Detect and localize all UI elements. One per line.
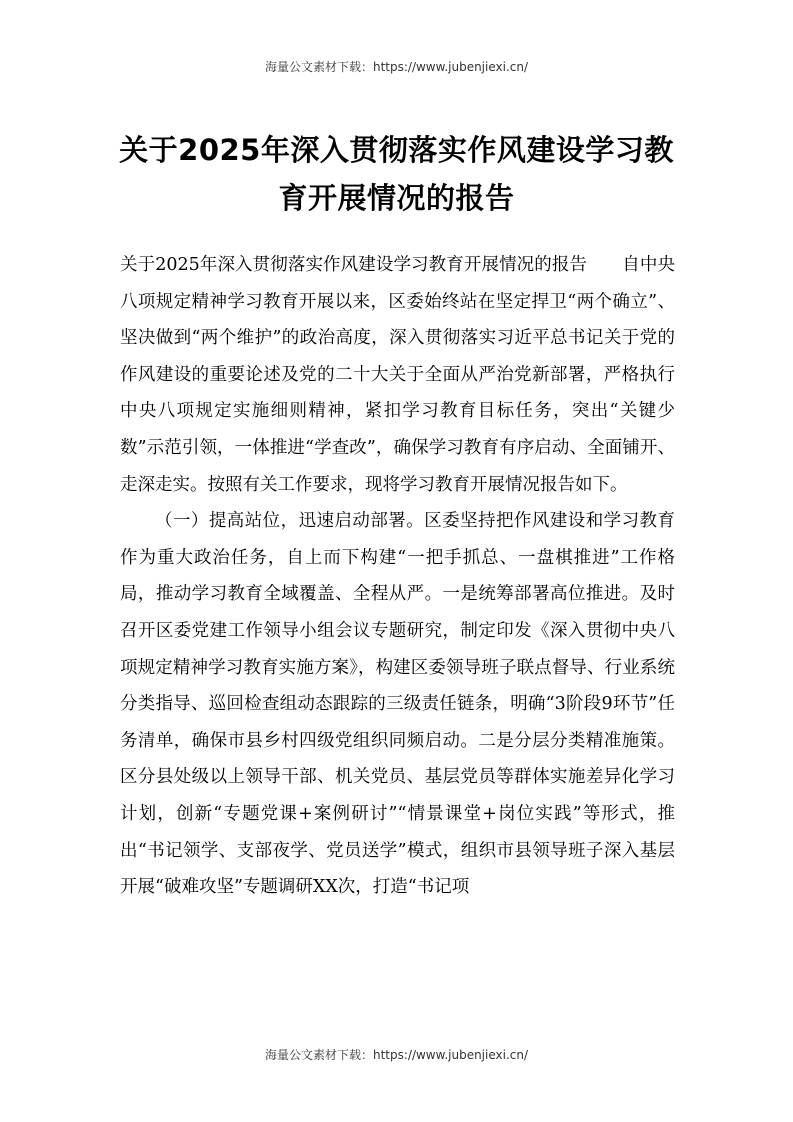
paragraph-section-1: （一）提高站位，迅速启动部署。区委坚持把作风建设和学习教育作为重大政治任务，自上而下构建“一把手抓总、一盘棋推进”工作格局，推动学习教育全域覆盖、全程从严。一是统筹部署高位推进。及时召开区委党建工作领导小组会议专题研究，制定印发《深入贯彻中央八项规定精神学习教育实施方案》，构建区委领导班子联点督导、行业系统分类指导、巡回检查组动态跟踪的三级责任链条，明确“3阶段9环节”任务清单，确保市县乡村四级党组织同频启动。二是分层分类精准施策。区分县处级以上领导干部、机关党员、基层党员等群体实施差异化学习计划，创新“专题党课+案例研讨”“情景课堂+岗位实践”等形式，推出“书记领学、支部夜学、党员送学”模式，组织市县领导班子深入基层开展“破难攻坚”专题调研XX次，打造“书记项 <box>120 511 675 898</box>
page-footer: 海量公文素材下载：https://www.jubenjiexi.cn/ <box>264 1048 529 1062</box>
page-header: 海量公文素材下载：https://www.jubenjiexi.cn/ <box>264 60 529 74</box>
paragraph-intro: 关于2025年深入贯彻落实作风建设学习教育开展情况的报告 自中央八项规定精神学习教育开展以来，区委始终站在坚定捍卫“两个确立”、坚决做到“两个维护”的政治高度，深入贯彻落实习近平总书记关于党的作风建设的重要论述及党的二十大关于全面从严治党新部署，严格执行中央八项规定实施细则精神，紧扣学习教育目标任务，突出“关键少数”示范引领，一体推进“学查改”，确保学习教育有序启动、全面铺开、走深走实。按照有关工作要求，现将学习教育开展情况报告如下。 <box>120 255 675 495</box>
document-title: 关于2025年深入贯彻落实作风建设学习教育开展情况的报告 <box>119 133 674 215</box>
document-body <box>120 247 675 906</box>
